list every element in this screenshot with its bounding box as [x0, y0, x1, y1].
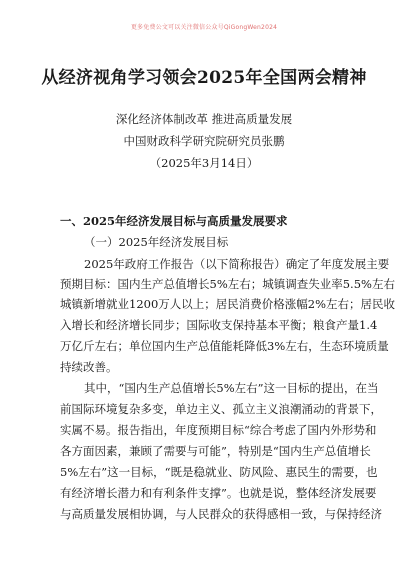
watermark-text: 更多免费公文可以关注微信公众号QiGongWen2024: [130, 24, 278, 31]
paragraph-line: 2025年政府工作报告（以下简称报告）确定了年度发展主要: [84, 257, 390, 271]
paragraph-line: 各方面因素，兼顾了需要与可能”，特别是“国内生产总值增长: [60, 444, 371, 458]
paragraph-line: 万亿斤左右；单位国内生产总值能耗降低3%左右，生态环境质量: [60, 339, 389, 353]
paragraph-line: 与高质量发展相协调，与人民群众的获得感相一致，与保持经济: [60, 507, 382, 521]
document-title: 从经济视角学习领会2025年全国两会精神: [41, 68, 367, 88]
section-heading: 一、2025年经济发展目标与高质量发展要求: [60, 214, 288, 228]
paragraph-line: 城镇新增就业1200万人以上；居民消费价格涨幅2%左右；居民收: [60, 297, 396, 311]
paragraph-line: 实属不易。报告指出，年度预期目标“综合考虑了国内外形势和: [60, 423, 377, 437]
document-subtitle: 深化经济体制改革 推进高质量发展: [115, 112, 293, 126]
paragraph-line: 其中，“国内生产总值增长5%左右”这一目标的提出，在当: [84, 381, 379, 395]
paragraph-line: 入增长和经济增长同步；国际收支保持基本平衡；粮食产量1.4: [60, 318, 378, 332]
paragraph-line: 5%左右”这一目标，“既是稳就业、防风险、惠民生的需要，也: [60, 465, 378, 479]
subsection-heading: （一）2025年经济发展目标: [84, 235, 229, 249]
paragraph-line: 前国际环境复杂多变，单边主义、孤立主义浪潮涌动的背景下，: [60, 402, 382, 416]
date-line: （2025年3月14日）: [149, 156, 259, 170]
paragraph-line: 有经济增长潜力和有利条件支撑”。也就是说，整体经济发展要: [60, 486, 377, 500]
paragraph-line: 持续改善。: [60, 360, 118, 374]
paragraph-line: 预期目标：国内生产总值增长5%左右；城镇调查失业率5.5%左右: [60, 277, 395, 291]
author-line: 中国财政科学研究院研究员张鹏: [123, 134, 285, 148]
